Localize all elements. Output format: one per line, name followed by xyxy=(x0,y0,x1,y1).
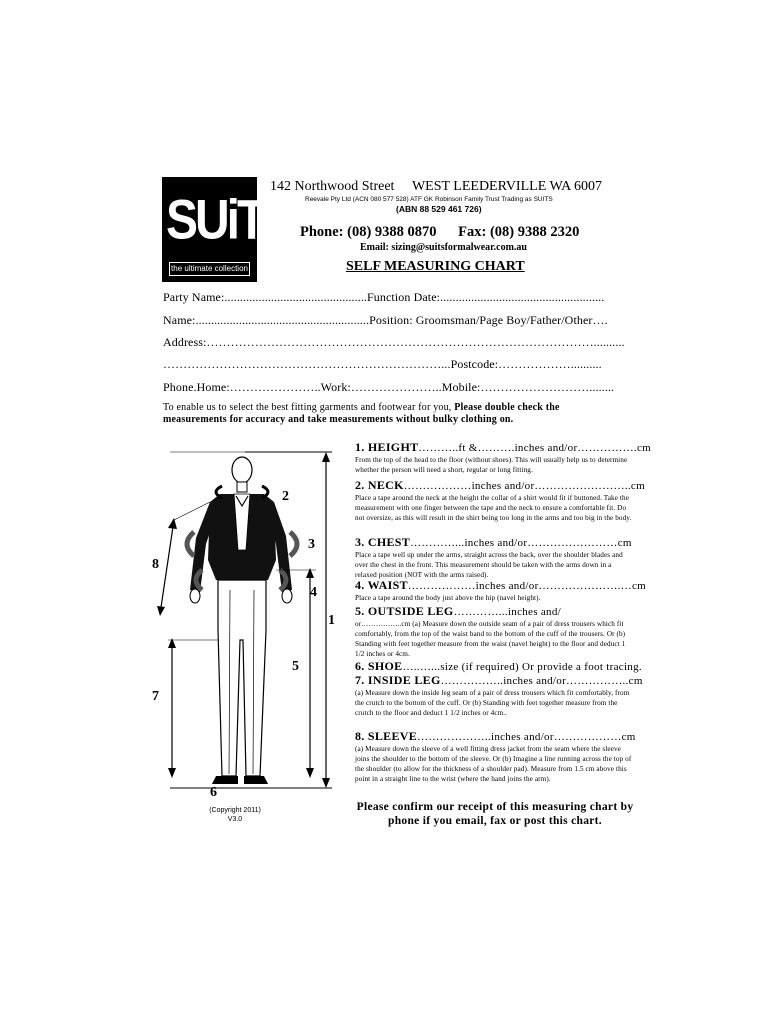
address-postcode-field[interactable]: ……………………………………………………………...Postcode:……………….......... xyxy=(163,357,602,371)
street-address xyxy=(270,179,602,195)
sleeve-fill-in[interactable]: ………………..inches and/or………………cm xyxy=(417,731,636,743)
address-field[interactable]: Address:…………………………………………………………………………………….......... xyxy=(163,335,625,349)
inside-leg-fill-in[interactable]: ……………..inches and/or……………..cm xyxy=(440,675,643,687)
sleeve-arrow xyxy=(160,520,174,614)
suit-figure xyxy=(150,440,350,800)
company-details: Reevale Pty Ltd (ACN 080 577 528) ATF GK Robinson Family Trust Trading as SUITS xyxy=(305,196,553,203)
name-field[interactable]: Name:........................................................Position: Groomsman/Page Boy/Father/Other…. xyxy=(163,313,608,327)
abn: (ABN 88 529 461 726) xyxy=(396,204,482,214)
fax-number: Fax: (08) 9388 2320 xyxy=(458,224,580,240)
page-title: SELF MEASURING CHART xyxy=(346,259,525,274)
measurement-height: 1. HEIGHT………..ft &……….inches and/or…………….cm From the top of the head to the floor (without shoes). This will usually help us to determine whether the person will need a short, regular or long fitting. xyxy=(355,440,652,474)
label-shoe: 6 xyxy=(210,785,217,800)
right-shoe xyxy=(244,776,268,784)
trousers xyxy=(218,580,266,776)
neck-arrow xyxy=(216,486,222,498)
logo-wordmark: SUiTS xyxy=(166,190,293,252)
email: Email: sizing@suitsformalwear.com.au xyxy=(360,242,527,253)
measurement-shoe: 6. SHOE…..…...size (if required) Or provide a foot tracing. xyxy=(355,659,642,673)
copyright: (Copyright 2011) V3.0 xyxy=(209,807,261,823)
label-sleeve: 8 xyxy=(152,557,159,572)
phone-number: Phone: (08) 9388 0870 xyxy=(300,224,437,240)
confirm-note: Please confirm our receipt of this measuring chart by phone if you email, fax or post this chart. xyxy=(356,801,634,827)
measurement-inside-leg: 7. INSIDE LEG……………..inches and/or……………..cm (a) Measure down the inside leg seam of a pair of dress trousers which fit comfortably, from the crutch to the bottom of the cuff. Or (b) Standing with feet together measure from the crutch to the floor and deduct 1 1/2 inches or 4cm.. xyxy=(355,673,643,717)
intro-text: To enable us to select the best fitting garments and footwear for you, Please double check the measurements for accuracy and take measurements without bulky clothing on. xyxy=(163,402,560,425)
measurement-waist: 4. WAIST………………inches and/or………………….…cm Place a tape around the body just above the hip (navel height). xyxy=(355,578,647,602)
outside-leg-fill-in[interactable]: …………...inches and/ xyxy=(453,606,562,618)
label-outside-leg: 5 xyxy=(292,659,299,674)
measurement-chest: 3. CHEST…………...inches and/or……………………cm Place a tape well up under the arms, straight across the back, over the shoulder blades and over the chest in the front. This measurement should be taken with the arms down in a relaxed position (NOT with the arms raised). xyxy=(355,535,632,579)
chest-fill-in[interactable]: …………...inches and/or……………………cm xyxy=(410,537,632,549)
city: WEST LEEDERVILLE WA 6007 xyxy=(411,179,602,194)
measurement-neck: 2. NECK………………inches and/or……………………..cm Place a tape around the neck at the height the collar of a shirt would fit if buttoned. Take the measurement with one finger between the tape and the neck to ensure a comfortable fit. Do not oversize, as this will result in the shirt being too long in the arms and too big in the body. xyxy=(355,478,645,522)
height-arrow-bottom xyxy=(322,778,330,788)
suits-logo xyxy=(162,177,293,282)
label-height: 1 xyxy=(328,613,335,628)
label-chest: 3 xyxy=(308,537,315,552)
measurement-sleeve: 8. SLEEVE………………..inches and/or………………cm (a) Measure down the sleeve of a well fitting dress jacket from the seam where the sleeve joins the shoulder to the bottom of the sleeve. Or (b) Imagine a line running across the top of the shoulder (to allow for the thickness of a shoulder pad). Measure from 1.5 cm above this point in a straight line to the wrist (where the hand joins the arm). xyxy=(355,729,636,783)
height-fill-in[interactable]: ………..ft &……….inches and/or…………….cm xyxy=(418,442,652,454)
neck-fill-in[interactable]: ………………inches and/or……………………..cm xyxy=(403,480,645,492)
logo-tagline: the ultimate collection xyxy=(169,262,250,276)
party-name-field[interactable]: Party Name:..............................................Function Date:..................................................... xyxy=(163,290,605,304)
label-waist: 4 xyxy=(310,585,317,600)
contact-numbers xyxy=(300,224,579,241)
label-inside-leg: 7 xyxy=(152,689,159,704)
waist-fill-in[interactable]: ………………inches and/or………………….…cm xyxy=(407,580,647,592)
intro-bold: Please double check the measurements for accuracy and take measurements without bulky clothing on. xyxy=(163,402,560,425)
chest-arrow xyxy=(187,532,194,556)
label-neck: 2 xyxy=(282,489,289,504)
height-arrow-top xyxy=(322,452,330,462)
shoe-fill-in[interactable]: …..…...size (if required) Or provide a foot tracing. xyxy=(402,661,642,673)
measurement-outside-leg: 5. OUTSIDE LEG…………...inches and/ or……………..cm (a) Measure down the outside seam of a pair of dress trousers which fit comfortably, from the top of the waist band to the bottom of the cuff of the trousers. Or (b) Standing with feet together measure from the waist (navel height) to the floor and deduct 1 1/2 inches or 4cm. xyxy=(355,604,626,658)
street: 142 Northwood Street xyxy=(270,179,395,194)
left-shoe xyxy=(212,776,238,784)
phone-fields[interactable]: Phone.Home:…………………..Work:…………………..Mobile:………………………........ xyxy=(163,380,615,394)
